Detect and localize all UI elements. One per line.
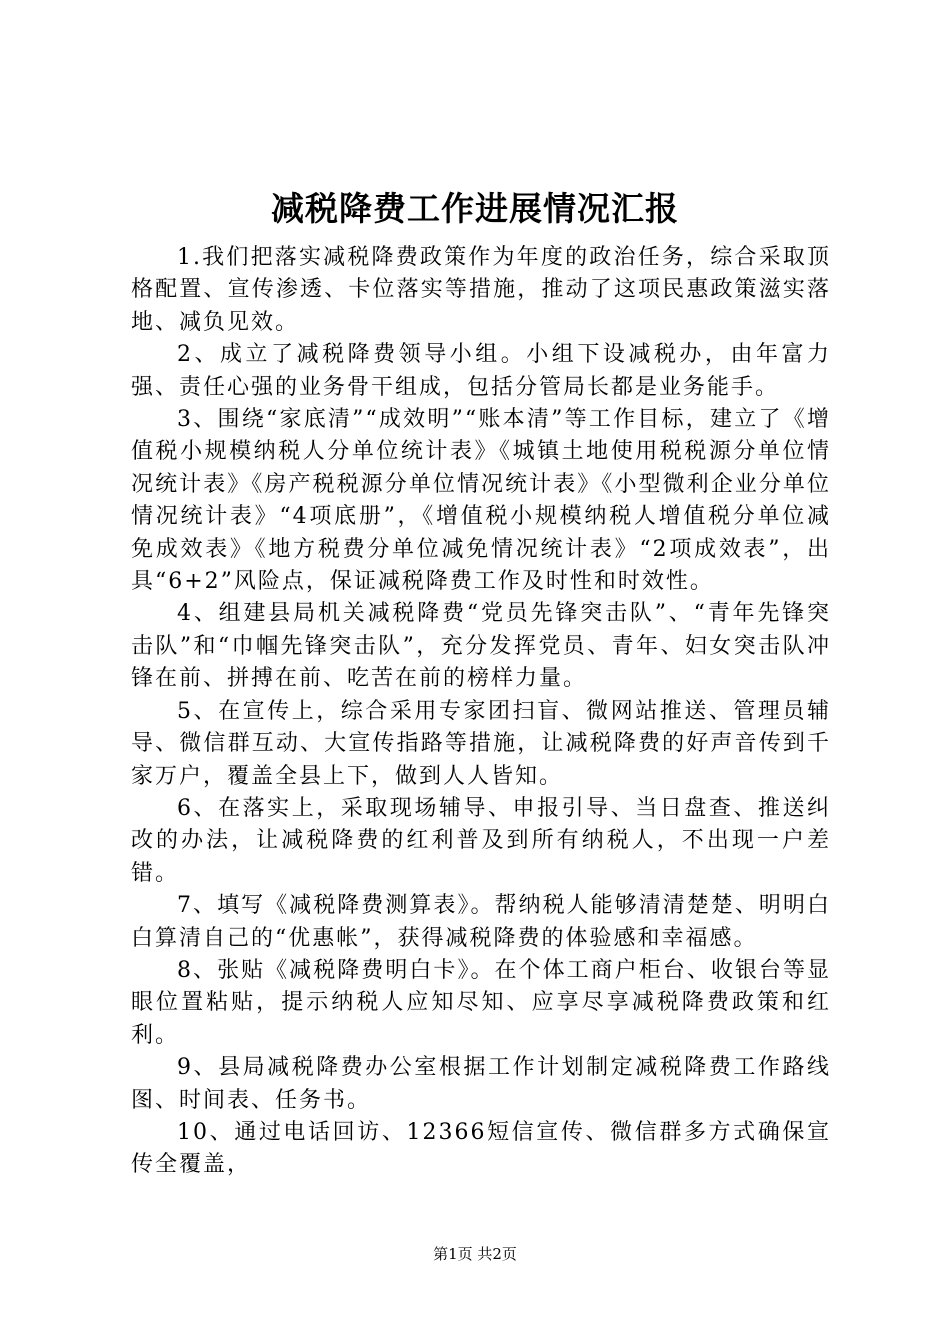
paragraph-9: 9、县局减税降费办公室根据工作计划制定减税降费工作路线图、时间表、任务书。	[131, 1055, 831, 1113]
paragraph-8: 8、张贴《减税降费明白卡》。在个体工商户柜台、收银台等显眼位置粘贴，提示纳税人应知尽知、应享尽享减税降费政策和红利。	[131, 957, 831, 1048]
paragraph-5: 5、在宣传上，综合采用专家团扫盲、微网站推送、管理员辅导、微信群互动、大宣传指路等措施，让减税降费的好声音传到千家万户，覆盖全县上下，做到人人皆知。	[131, 698, 831, 789]
document-title: 减税降费工作进展情况汇报	[271, 189, 679, 228]
paragraph-6: 6、在落实上，采取现场辅导、申报引导、当日盘查、推送纠改的办法，让减税降费的红利普及到所有纳税人，不出现一户差错。	[131, 795, 831, 886]
paragraph-1: 1.我们把落实减税降费政策作为年度的政治任务，综合采取顶格配置、宣传渗透、卡位落实等措施，推动了这项民惠政策滋实落地、减负见效。	[131, 245, 831, 335]
paragraph-4: 4、组建县局机关减税降费“党员先锋突击队”、“青年先锋突击队”和“巾帼先锋突击队”，充分发挥党员、青年、妇女突击队冲锋在前、拼搏在前、吃苦在前的榜样力量。	[131, 601, 831, 692]
document-body	[131, 242, 831, 1182]
paragraph-7: 7、填写《减税降费测算表》。帮纳税人能够清清楚楚、明明白白算清自己的“优惠帐”，获得减税降费的体验感和幸福感。	[131, 893, 831, 951]
page-number-footer: 第1页 共2页	[433, 1245, 517, 1263]
paragraph-10: 10、通过电话回访、12366短信宣传、微信群多方式确保宣传全覆盖，	[131, 1119, 831, 1178]
paragraph-3: 3、围绕“家底清”“成效明”“账本清”等工作目标，建立了《增值税小规模纳税人分单位统计表》《城镇土地使用税税源分单位情况统计表》《房产税税源分单位情况统计表》《小型微利企业分单位情况统计表》“4项底册”，《增值税小规模纳税人增值税分单位减免成效表》《地方税费分单位减免情况统计表》“2项成效表”，出具“6+2”风险点，保证减税降费工作及时性和时效性。	[131, 407, 831, 595]
paragraph-2: 2、成立了减税降费领导小组。小组下设减税办，由年富力强、责任心强的业务骨干组成，包括分管局长都是业务能手。	[131, 342, 831, 400]
